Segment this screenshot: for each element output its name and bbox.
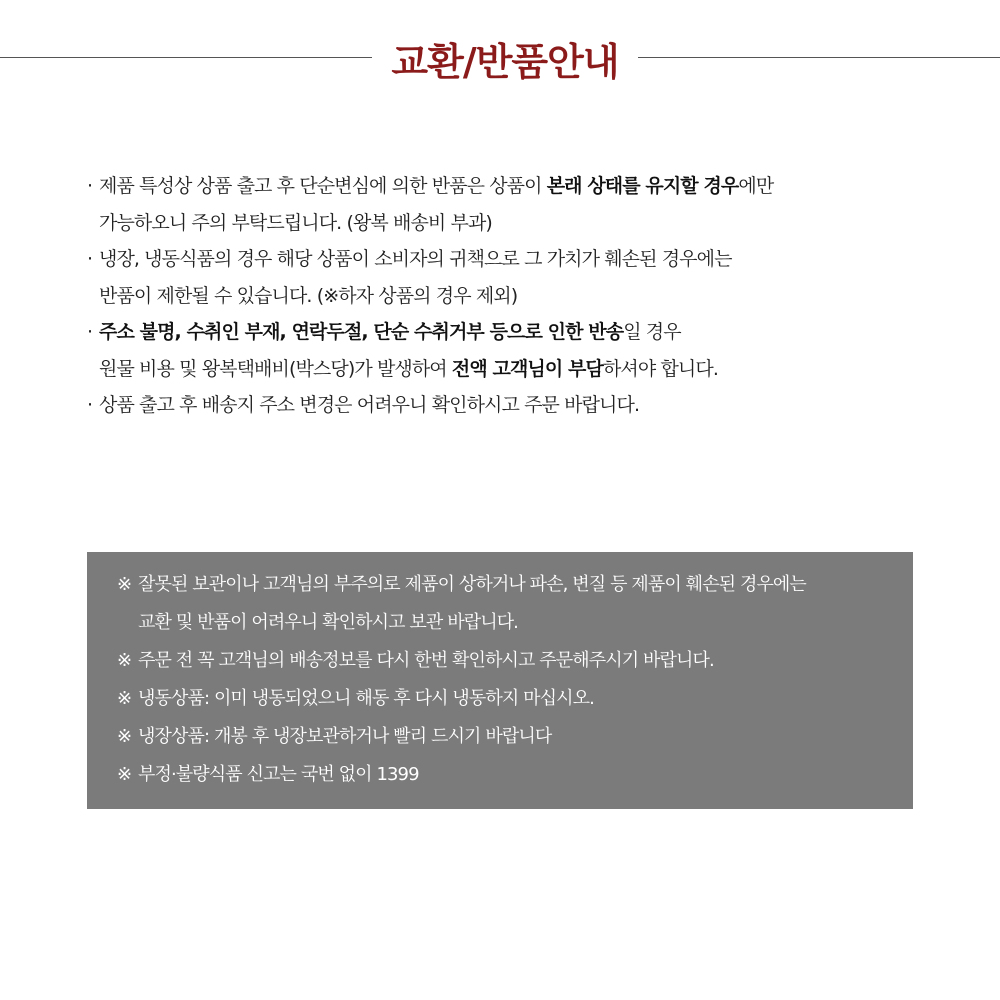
caution-line: [117, 680, 806, 718]
emphasis-text: 전액 고객님이 부담: [451, 357, 603, 380]
notice-text: 일 경우: [623, 321, 681, 343]
notice-text: 가능하오니 주의 부탁드립니다. (왕복 배송비 부과): [99, 211, 492, 234]
caution-line: [117, 642, 806, 680]
reference-mark-icon: ※: [117, 574, 132, 595]
notice-line: [87, 351, 847, 388]
reference-mark-icon: ※: [117, 650, 132, 671]
notice-line: [87, 387, 847, 424]
caution-text: 잘못된 보관이나 고객님의 부주의로 제품이 상하거나 파손, 변질 등 제품이 훼손된 경우에는: [138, 574, 806, 595]
emphasis-text: 본래 상태를 유지할 경우: [546, 175, 739, 197]
caution-line: [117, 718, 806, 756]
notice-text: 냉장, 냉동식품의 경우 해당 상품이 소비자의 귀책으로 그 가치가 훼손된 경우에는: [99, 248, 732, 270]
caution-text: 교환 및 반품이 어려우니 확인하시고 보관 바랍니다.: [138, 612, 518, 633]
notice-text: 반품이 제한될 수 있습니다. (※하자 상품의 경우 제외): [99, 284, 518, 307]
reference-mark-icon: ※: [117, 726, 132, 747]
emphasis-text: 주소 불명, 수취인 부재, 연락두절, 단순 수취거부 등으로 인한 반송: [99, 321, 624, 343]
page-title: 교환/반품안내: [391, 39, 619, 84]
caution-text: 냉장상품: 개봉 후 냉장보관하거나 빨리 드시기 바랍니다: [138, 726, 552, 747]
notice-line: [87, 241, 847, 278]
notice-text: 원물 비용 및 왕복택배비(박스당)가 발생하여: [99, 357, 452, 380]
caution-line: [117, 566, 806, 604]
notice-line: [87, 168, 847, 205]
caution-line: [117, 756, 806, 794]
bullet-dot: ·: [87, 321, 93, 343]
notice-line: [87, 205, 847, 242]
caution-text: 주문 전 꼭 고객님의 배송정보를 다시 한번 확인하시고 주문해주시기 바랍니다.: [138, 650, 714, 671]
reference-mark-icon: ※: [117, 764, 132, 785]
notice-text: 에만: [738, 175, 774, 197]
notice-text: 상품 출고 후 배송지 주소 변경은 어려우니 확인하시고 주문 바랍니다.: [99, 394, 640, 416]
notice-text: 하셔야 합니다.: [602, 357, 718, 380]
caution-text: 부정·불량식품 신고는 국번 없이 1399: [138, 764, 419, 785]
header-divider-right: [638, 57, 1000, 58]
return-policy-notice: [87, 168, 847, 424]
caution-box: [87, 552, 913, 809]
header-divider-left: [0, 57, 372, 58]
bullet-dot: ·: [87, 394, 93, 416]
section-header: [0, 30, 1000, 86]
bullet-dot: ·: [87, 248, 93, 270]
caution-list: [117, 566, 806, 794]
bullet-dot: ·: [87, 175, 93, 197]
notice-text: 제품 특성상 상품 출고 후 단순변심에 의한 반품은 상품이: [99, 175, 547, 197]
reference-mark-icon: ※: [117, 688, 132, 709]
notice-line: [87, 314, 847, 351]
caution-line: [117, 604, 806, 642]
caution-text: 냉동상품: 이미 냉동되었으니 해동 후 다시 냉동하지 마십시오.: [138, 688, 594, 709]
notice-line: [87, 278, 847, 315]
